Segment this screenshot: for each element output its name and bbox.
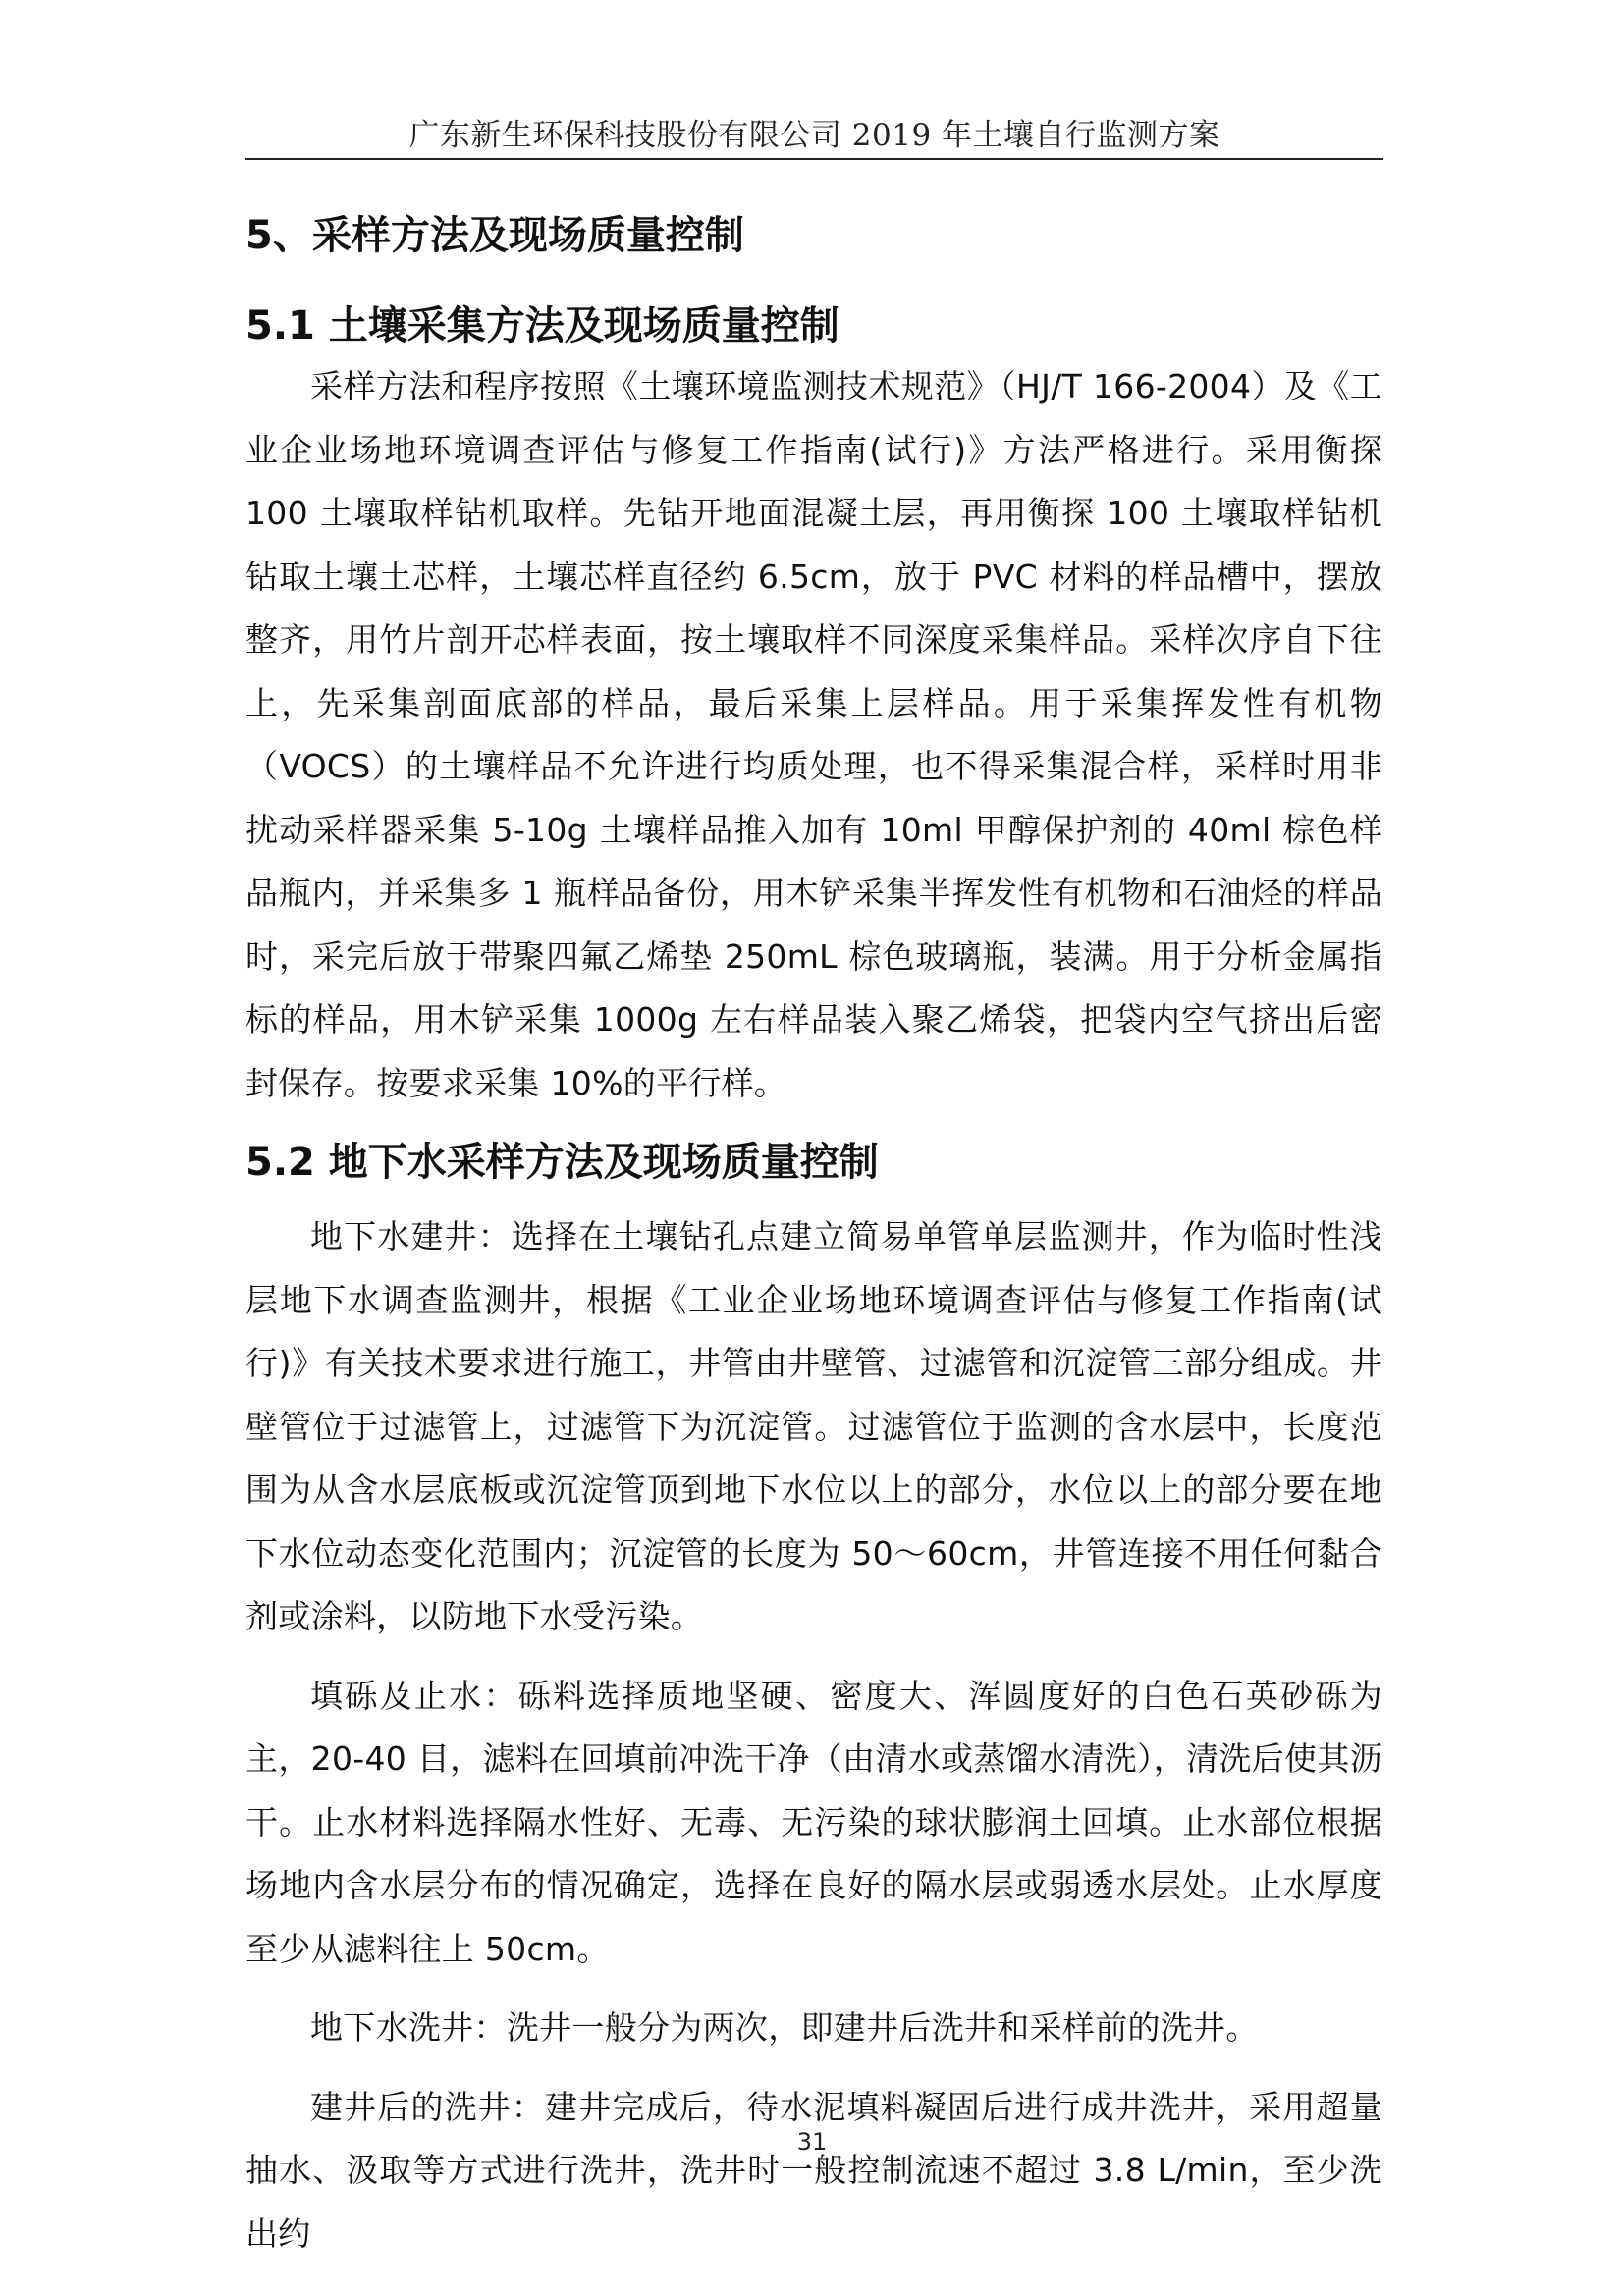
page-header: 广东新生环保科技股份有限公司 2019 年土壤自行监测方案 bbox=[408, 118, 1220, 153]
paragraph-well-construction: 地下水建井：选择在土壤钻孔点建立简易单管单层监测井，作为临时性浅层地下水调查监测井，根据《工业企业场地环境调查评估与修复工作指南(试行)》有关技术要求进行施工，井管由井壁管、过滤管和沉淀管三部分组成。井壁管位于过滤管上，过滤管下为沉淀管。过滤管位于监测的含水层中，长度范围为从含水层底板或沉淀管顶到地下水位以上的部分，水位以上的部分要在地下水位动态变化范围内；沉淀管的长度为 50～60cm，井管连接不用任何黏合剂或涂料，以防地下水受污染。 bbox=[245, 1217, 1382, 1635]
section-heading: 5、采样方法及现场质量控制 bbox=[245, 213, 744, 258]
paragraph-soil-sampling: 采样方法和程序按照《土壤环境监测技术规范》（HJ/T 166-2004）及《工业企业场地环境调查评估与修复工作指南(试行)》方法严格进行。采用衡探 100 土壤取样钻机取样。先钻开地面混凝土层，再用衡探 100 土壤取样钻机钻取土壤土芯样，土壤芯样直径约 6.5cm，放于 PVC 材料的样品槽中，摆放整齐，用竹片剖开芯样表面，按土壤取样不同深度采集样品。采样次序自下往上，先采集剖面底部的样品，最后采集上层样品。用于采集挥发性有机物（VOCS）的土壤样品不允许进行均质处理，也不得采集混合样，采样时用非扰动采样器采集 5-10g 土壤样品推入加有 10ml 甲醇保护剂的 40ml 棕色样品瓶内，并采集多 1 瓶样品备份，用木铲采集半挥发性有机物和石油烃的样品时，采完后放于带聚四氟乙烯垫 250mL 棕色玻璃瓶，装满。用于分析金属指标的样品，用木铲采集 1000g 左右样品装入聚乙烯袋，把袋内空气挤出后密封保存。按要求采集 10%的平行样。 bbox=[245, 367, 1382, 1102]
header-divider bbox=[245, 158, 1383, 160]
page-number: 31 bbox=[796, 2128, 828, 2156]
page-body bbox=[245, 206, 1382, 2266]
subsection-heading-5-1: 5.1 土壤采集方法及现场质量控制 bbox=[245, 303, 839, 348]
paragraph-gravel-and-sealing: 填砾及止水：砾料选择质地坚硬、密度大、浑圆度好的白色石英砂砾为主，20-40 目，滤料在回填前冲洗干净（由清水或蒸馏水清洗），清洗后使其沥干。止水材料选择隔水性好、无毒、无污染的球状膨润土回填。止水部位根据场地内含水层分布的情况确定，选择在良好的隔水层或弱透水层处。止水厚度至少从滤料往上 50cm。 bbox=[245, 1676, 1382, 1968]
subsection-heading-5-2: 5.2 地下水采样方法及现场质量控制 bbox=[245, 1140, 879, 1185]
paragraph-well-washing: 地下水洗井：洗井一般分为两次，即建井后洗井和采样前的洗井。 bbox=[310, 2008, 1259, 2047]
paragraph-post-construction-washing: 建井后的洗井：建井完成后，待水泥填料凝固后进行成井洗井，采用超量抽水、汲取等方式进行洗井，洗井时一般控制流速不超过 3.8 L/min，至少洗出约 bbox=[245, 2087, 1382, 2253]
